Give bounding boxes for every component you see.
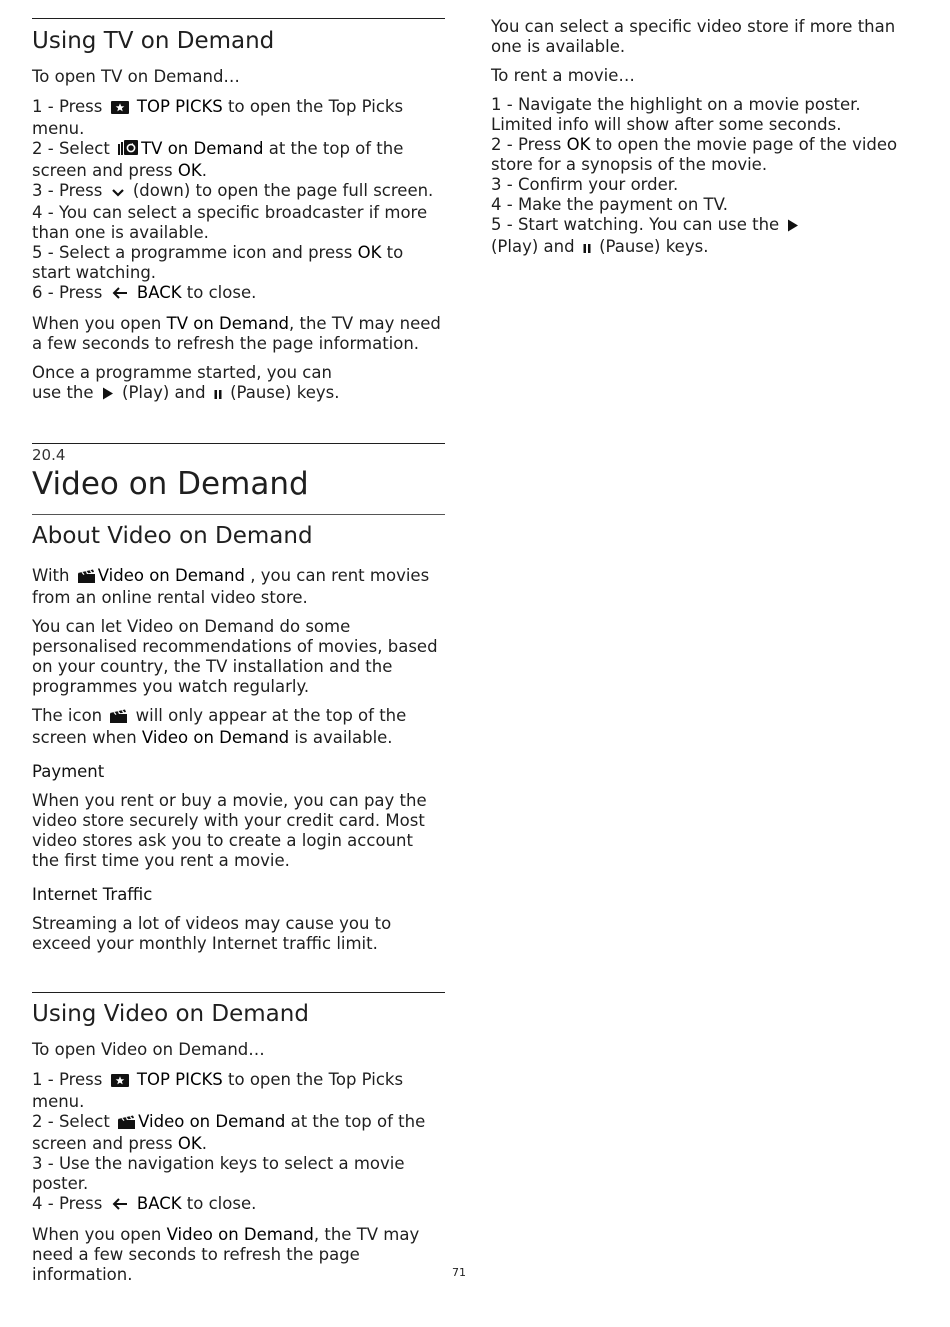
page-number: 71 xyxy=(452,1266,466,1279)
chapter-rule xyxy=(32,443,445,444)
list-item: 4 - Press BACK to close. xyxy=(32,1194,445,1216)
list-item: 3 - Press (down) to open the page full screen. xyxy=(32,181,445,203)
list-item: 6 - Press BACK to close. xyxy=(32,283,445,305)
payment-heading: Payment xyxy=(32,762,105,781)
section-rule xyxy=(32,992,445,993)
using-vod-steps xyxy=(32,1070,445,1216)
clapperboard-icon xyxy=(110,708,127,728)
tv-on-demand-steps xyxy=(32,97,445,305)
using-vod-note: When you open Video on Demand, the TV may need a few seconds to refresh the page information. xyxy=(32,1225,420,1284)
list-item: 2 - Select TV on Demand at the top of the screen and press OK. xyxy=(32,139,404,180)
chapter-title: Video on Demand xyxy=(32,466,309,502)
traffic-text: Streaming a lot of videos may cause you to exceed your monthly Internet traffic limit. xyxy=(32,914,392,953)
clapperboard-icon xyxy=(118,1114,135,1134)
tv-on-demand-icon xyxy=(118,140,138,161)
list-item: 4 - You can select a specific broadcaster if more than one is available. xyxy=(32,203,428,242)
section-heading-about: About Video on Demand xyxy=(32,523,313,549)
list-item: 5 - Select a programme icon and press OK to start watching. xyxy=(32,243,404,282)
right-p1: You can select a specific video store if more than one is available. xyxy=(491,17,896,56)
clapperboard-icon xyxy=(78,568,95,588)
chapter-title-rule xyxy=(32,514,445,515)
top-picks-star-icon xyxy=(111,1072,129,1092)
back-arrow-icon xyxy=(111,1196,129,1216)
list-item: 2 - Press OK to open the movie page of the video store for a synopsis of the movie. xyxy=(491,135,898,174)
left-column xyxy=(32,0,445,1285)
about-p3: The icon will only appear at the top of the screen when Video on Demand is available. xyxy=(32,706,407,747)
section-heading-using-vod: Using Video on Demand xyxy=(32,1001,309,1027)
using-vod-intro: To open Video on Demand… xyxy=(32,1040,265,1059)
rent-movie-steps xyxy=(491,95,904,259)
payment-text: When you rent or buy a movie, you can pay the video store securely with your credit card. Most video stores ask you to create a login account the first time you rent a movie. xyxy=(32,791,427,870)
tv-on-demand-intro: To open TV on Demand… xyxy=(32,67,240,86)
about-p1: With Video on Demand , you can rent movies from an online rental video store. xyxy=(32,566,430,607)
list-item: 4 - Make the payment on TV. xyxy=(491,195,729,214)
section-heading-tv-on-demand: Using TV on Demand xyxy=(32,28,275,54)
play-icon xyxy=(102,385,114,405)
right-p2: To rent a movie… xyxy=(491,66,635,85)
pause-icon xyxy=(583,239,591,259)
top-picks-star-icon xyxy=(111,99,129,119)
chapter-number: 20.4 xyxy=(32,446,66,464)
list-item: 2 - Select Video on Demand at the top of the screen and press OK. xyxy=(32,1112,426,1153)
pause-icon xyxy=(214,385,222,405)
list-item: 1 - Navigate the highlight on a movie poster. Limited info will show after some seconds. xyxy=(491,95,861,134)
list-item: 5 - Start watching. You can use the (Play) and (Pause) keys. xyxy=(491,215,851,259)
tv-on-demand-play-note: Once a programme started, you can use the (Play) and (Pause) keys. xyxy=(32,363,352,405)
tv-on-demand-note: When you open TV on Demand, the TV may need a few seconds to refresh the page information. xyxy=(32,314,441,353)
traffic-heading: Internet Traffic xyxy=(32,885,153,904)
about-p2: You can let Video on Demand do some personalised recommendations of movies, based on your country, the TV installation and the programmes you watch regularly. xyxy=(32,617,438,696)
right-column xyxy=(491,17,904,259)
section-rule xyxy=(32,18,445,19)
list-item: 1 - Press TOP PICKS to open the Top Picks menu. xyxy=(32,97,404,138)
list-item: 3 - Use the navigation keys to select a movie poster. xyxy=(32,1154,405,1193)
chevron-down-icon xyxy=(111,183,125,203)
play-icon xyxy=(787,217,799,237)
list-item: 3 - Confirm your order. xyxy=(491,175,679,194)
back-arrow-icon xyxy=(111,285,129,305)
list-item: 1 - Press TOP PICKS to open the Top Picks menu. xyxy=(32,1070,404,1111)
